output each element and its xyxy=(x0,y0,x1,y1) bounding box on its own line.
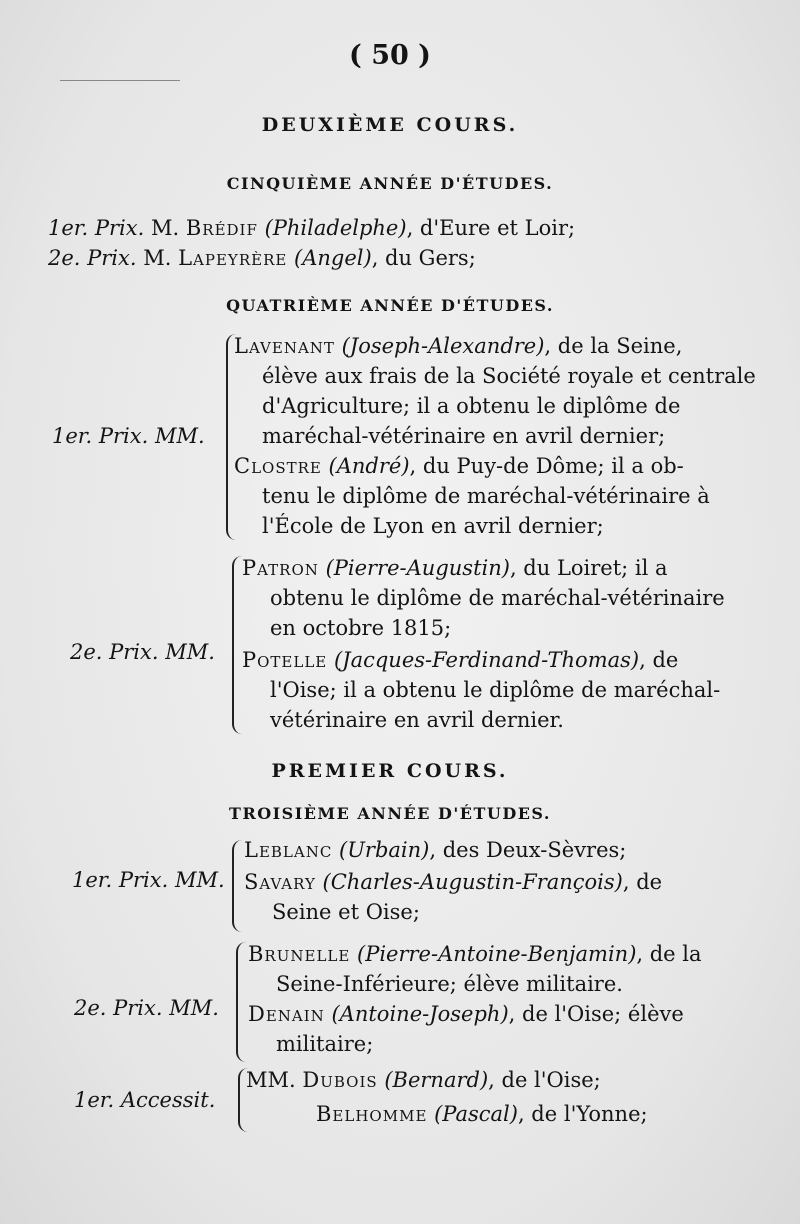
student-origin: , de la xyxy=(636,942,702,966)
prize-title: M. xyxy=(143,246,172,270)
prize-line-5-2 xyxy=(48,246,476,270)
entry-dubois xyxy=(246,1068,601,1092)
student-origin: , de l'Yonne; xyxy=(517,1102,648,1126)
student-given-name: (Jacques-Ferdinand-Thomas) xyxy=(333,648,640,672)
brace xyxy=(226,334,240,540)
student-given-name: (Bernard) xyxy=(384,1068,489,1092)
student-name: Brunelle xyxy=(248,942,351,966)
entry-line: en octobre 1815; xyxy=(270,616,452,640)
prize-label-text: 2e. Prix. MM. xyxy=(74,996,219,1020)
course-title-2: DEUXIÈME COURS. xyxy=(261,114,519,136)
student-given-name: (Antoine-Joseph) xyxy=(331,1002,509,1026)
prize-label-3-2 xyxy=(74,996,219,1020)
prize-label-text: 1er. Prix. MM. xyxy=(72,868,225,892)
entry-patron xyxy=(242,556,668,580)
ink-rule xyxy=(60,80,180,81)
prize-label-4-1 xyxy=(52,424,205,448)
entry-line: obtenu le diplôme de maréchal-vétérinaire xyxy=(270,586,725,610)
prize-label: 1er. Prix. xyxy=(48,216,145,240)
prize-title: MM. xyxy=(246,1068,296,1092)
course-title-1: PREMIER COURS. xyxy=(271,760,509,782)
student-origin: , d'Eure et Loir; xyxy=(406,216,576,240)
student-origin: , des Deux-Sèvres; xyxy=(429,838,627,862)
student-given-name: (Charles-Augustin-François) xyxy=(322,870,623,894)
entry-line: maréchal-vétérinaire en avril dernier; xyxy=(262,424,666,448)
student-given-name: (Pascal) xyxy=(434,1102,518,1126)
prize-label-3-1 xyxy=(72,868,225,892)
prize-label: 2e. Prix. xyxy=(48,246,137,270)
student-origin: , du Gers; xyxy=(371,246,476,270)
entry-belhomme xyxy=(316,1102,648,1126)
prize-line-5-1 xyxy=(48,216,575,240)
student-name: Belhomme xyxy=(316,1102,428,1126)
page-number: ( 50 ) xyxy=(349,40,431,71)
prize-label-4-2 xyxy=(70,640,215,664)
prize-label-text: 2e. Prix. MM. xyxy=(70,640,215,664)
student-origin: , de l'Oise; xyxy=(488,1068,601,1092)
prize-label-text: 1er. Prix. MM. xyxy=(52,424,205,448)
student-name: Lapeyrère xyxy=(178,246,288,270)
entry-line: élève aux frais de la Société royale et centrale xyxy=(262,364,756,388)
student-given-name: (André) xyxy=(328,454,410,478)
student-origin: , de la Seine, xyxy=(544,334,683,358)
entry-line: militaire; xyxy=(276,1032,374,1056)
entry-line: tenu le diplôme de maréchal-vétérinaire à xyxy=(262,484,710,508)
entry-line: Seine et Oise; xyxy=(272,900,420,924)
entry-brunelle xyxy=(248,942,702,966)
student-origin: , de l'Oise; élève xyxy=(508,1002,684,1026)
brace xyxy=(232,556,246,734)
entry-potelle xyxy=(242,648,678,672)
entry-lavenant xyxy=(234,334,682,358)
student-name: Clostre xyxy=(234,454,322,478)
student-given-name: (Angel) xyxy=(294,246,372,270)
student-given-name: (Pierre-Augustin) xyxy=(325,556,510,580)
year-heading-4: QUATRIÈME ANNÉE D'ÉTUDES. xyxy=(226,296,554,315)
entry-denain xyxy=(248,1002,684,1026)
student-origin: , du Puy-de Dôme; il a ob- xyxy=(409,454,684,478)
entry-line: vétérinaire en avril dernier. xyxy=(270,708,564,732)
accessit-label-text: 1er. Accessit. xyxy=(74,1088,216,1112)
entry-line: d'Agriculture; il a obtenu le diplôme de xyxy=(262,394,681,418)
entry-line: Seine-Inférieure; élève militaire. xyxy=(276,972,623,996)
student-origin: , de xyxy=(622,870,663,894)
student-name: Dubois xyxy=(302,1068,378,1092)
accessit-label xyxy=(74,1088,215,1112)
year-heading-3: TROISIÈME ANNÉE D'ÉTUDES. xyxy=(229,804,551,823)
entry-line: l'École de Lyon en avril dernier; xyxy=(262,514,604,538)
prize-title: M. xyxy=(150,216,180,240)
student-name: Savary xyxy=(244,870,316,894)
entry-savary xyxy=(244,870,662,894)
student-name: Potelle xyxy=(242,648,328,672)
entry-clostre xyxy=(234,454,684,478)
student-name: Lavenant xyxy=(234,334,335,358)
student-given-name: (Urbain) xyxy=(339,838,430,862)
student-name: Patron xyxy=(242,556,319,580)
student-given-name: (Pierre-Antoine-Benjamin) xyxy=(357,942,637,966)
student-name: Denain xyxy=(248,1002,325,1026)
student-origin: , de xyxy=(639,648,679,672)
entry-leblanc xyxy=(244,838,626,862)
student-given-name: (Joseph-Alexandre) xyxy=(341,334,545,358)
year-heading-5: CINQUIÈME ANNÉE D'ÉTUDES. xyxy=(226,174,554,193)
student-name: Brédif xyxy=(185,216,258,240)
student-given-name: (Philadelphe) xyxy=(264,216,407,240)
student-name: Leblanc xyxy=(244,838,333,862)
student-origin: , du Loiret; il a xyxy=(509,556,668,580)
entry-line: l'Oise; il a obtenu le diplôme de maréchal- xyxy=(270,678,721,702)
